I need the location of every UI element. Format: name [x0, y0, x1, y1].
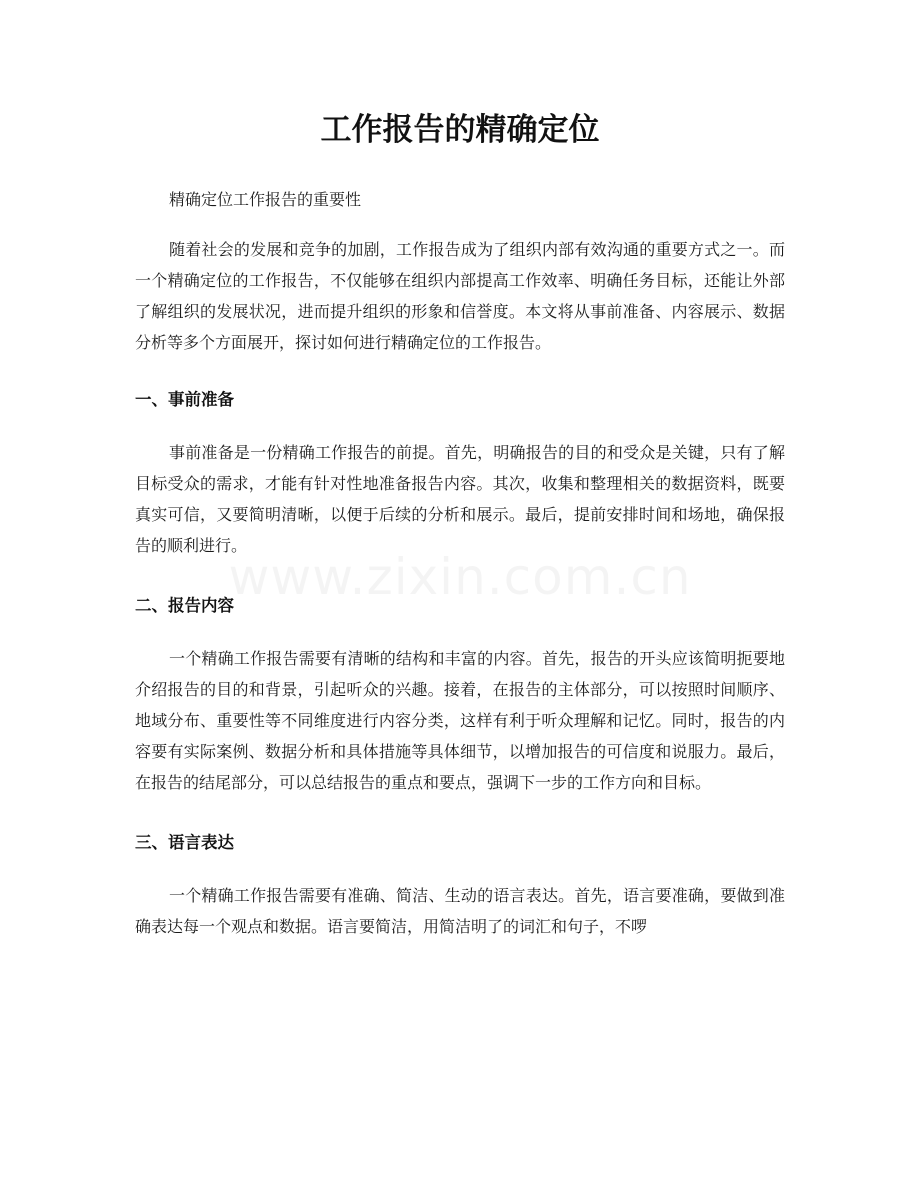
document-subtitle: 精确定位工作报告的重要性	[169, 190, 362, 209]
section-heading-language: 三、语言表达	[135, 833, 234, 852]
document-body	[135, 182, 785, 942]
section-body-preparation: 事前准备是一份精确工作报告的前提。首先，明确报告的目的和受众是关键，只有了解目标受众的需求，才能有针对性地准备报告内容。其次，收集和整理相关的数据资料，既要真实可信，又要简明清晰，以便于后续的分析和展示。最后，提前安排时间和场地，确保报告的顺利进行。	[135, 443, 785, 555]
section-heading-preparation: 一、事前准备	[135, 390, 234, 409]
document-title: 工作报告的精确定位	[320, 112, 600, 148]
section-heading-content: 二、报告内容	[135, 596, 234, 615]
section-body-content: 一个精确工作报告需要有清晰的结构和丰富的内容。首先，报告的开头应该简明扼要地介绍报告的目的和背景，引起听众的兴趣。接着，在报告的主体部分，可以按照时间顺序、地域分布、重要性等不同维度进行内容分类，这样有利于听众理解和记忆。同时，报告的内容要有实际案例、数据分析和具体措施等具体细节，以增加报告的可信度和说服力。最后，在报告的结尾部分，可以总结报告的重点和要点，强调下一步的工作方向和目标。	[135, 649, 785, 792]
intro-paragraph: 随着社会的发展和竞争的加剧，工作报告成为了组织内部有效沟通的重要方式之一。而一个精确定位的工作报告，不仅能够在组织内部提高工作效率、明确任务目标，还能让外部了解组织的发展状况，进而提升组织的形象和信誉度。本文将从事前准备、内容展示、数据分析等多个方面展开，探讨如何进行精确定位的工作报告。	[135, 240, 785, 352]
section-body-language: 一个精确工作报告需要有准确、简洁、生动的语言表达。首先，语言要准确，要做到准确表达每一个观点和数据。语言要简洁，用简洁明了的词汇和句子，不啰	[135, 886, 785, 936]
